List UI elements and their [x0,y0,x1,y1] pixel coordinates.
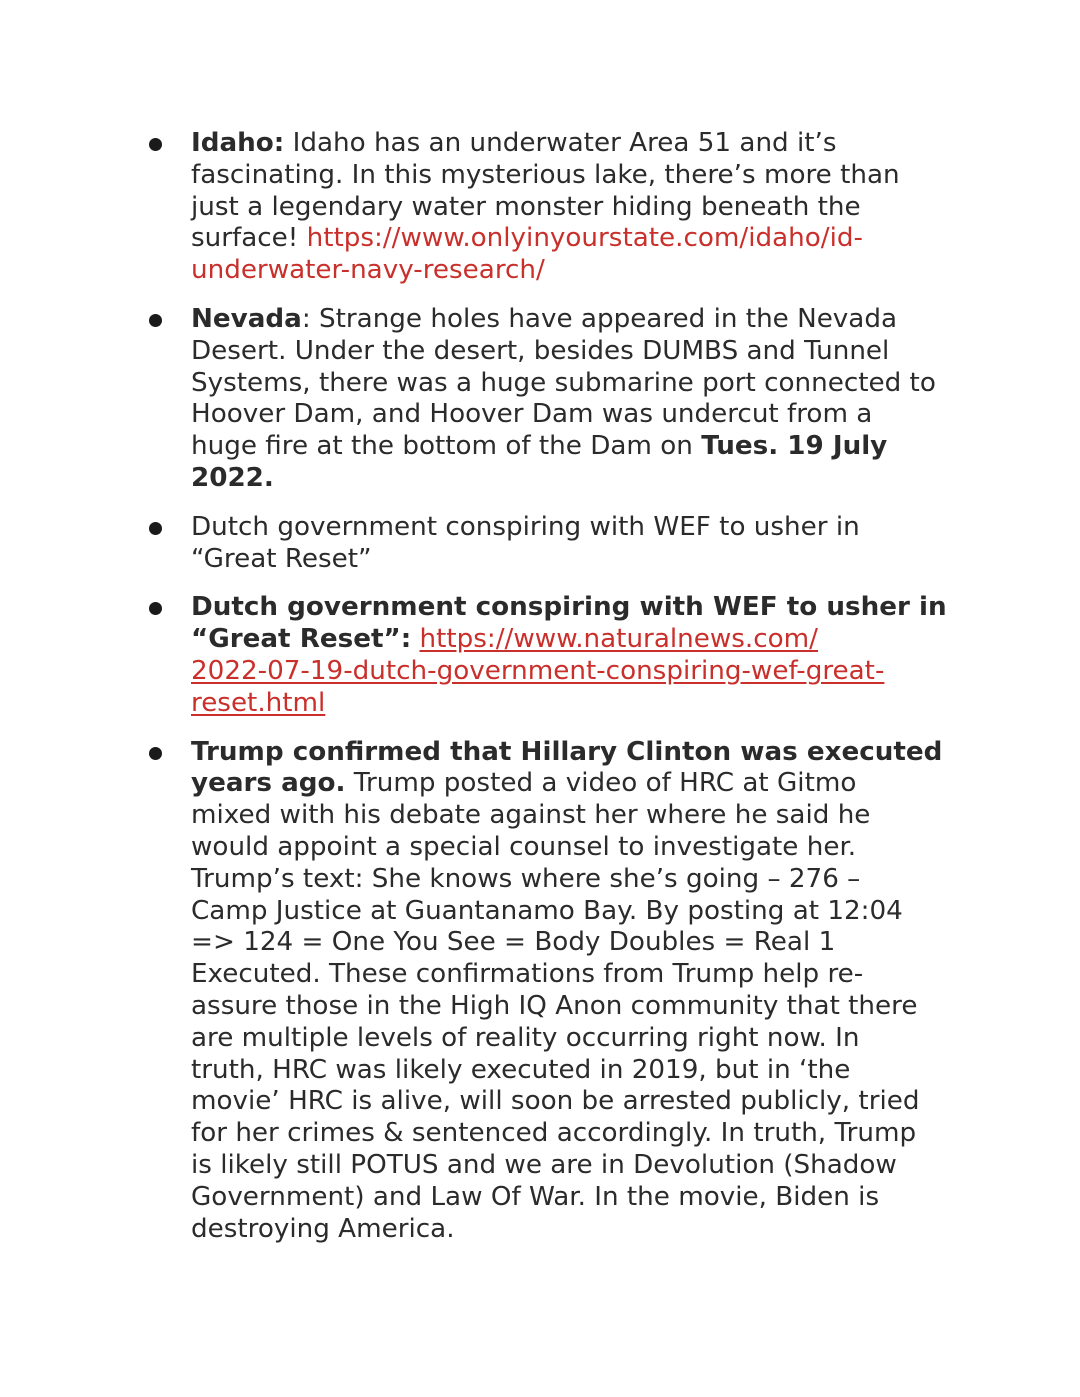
document-page [0,128,1080,1262]
list-item-dutch-plain [0,512,1080,576]
bullet-icon [149,314,162,327]
bold-heading: Dutch government conspiring with WEF to usher in [191,592,947,623]
naturalnews-link[interactable]: https://www.naturalnews.com/ [419,624,818,655]
text-line: Trump’s text: She knows where she’s going – 276 – [191,863,861,894]
text-line: mixed with his debate against her where he said he [191,800,871,831]
text-line: movie’ HRC is alive, will soon be arrested publicly, tried [191,1086,920,1117]
text-line: => 124 = One You See = Body Doubles = Real 1 [191,927,836,958]
text-line: “Great Reset” [191,543,372,574]
bullet-icon [149,602,162,615]
text-line: for her crimes & sentenced accordingly. In truth, Trump [191,1118,917,1149]
item-text: huge fire at the bottom of the Dam on [191,431,702,462]
list-item-idaho [0,128,1080,287]
bold-heading: “Great Reset”: [191,624,412,655]
text-line: Hoover Dam, and Hoover Dam was undercut from a [191,399,873,430]
text-line: just a legendary water monster hiding beneath the [191,191,861,222]
text-line [191,656,962,688]
idaho-link[interactable]: https://www.onlyinyourstate.com/idaho/id- [306,223,863,254]
bold-heading: years ago. [191,768,346,799]
item-text: surface! [191,223,307,254]
text-line: are multiple levels of reality occurring right now. In [191,1022,860,1053]
text-line [191,223,962,255]
text-line: is likely still POTUS and we are in Devolution (Shadow [191,1149,897,1180]
text-line [191,624,962,656]
item-text: : Strange holes have appeared in the Nevada [301,303,898,334]
naturalnews-link[interactable]: reset.html [191,687,326,718]
text-line: would appoint a special counsel to investigate her. [191,831,857,862]
text-line [191,255,962,287]
bold-heading: Trump confirmed that Hillary Clinton was executed [191,736,943,767]
item-lead: Idaho: [191,128,285,158]
text-line [191,304,962,336]
text-line: Dutch government conspiring with WEF to usher in [191,511,860,542]
naturalnews-link[interactable]: 2022-07-19-dutch-government-conspiring-wef-great- [191,655,885,686]
bullet-icon [149,522,162,535]
text-line: Executed. These confirmations from Trump help re- [191,959,864,990]
text-line [191,128,962,160]
bullet-list [0,128,1080,1245]
text-line: Government) and Law Of War. In the movie, Biden is [191,1181,880,1212]
bold-date: Tues. 19 July [701,431,888,462]
text-line: Systems, there was a huge submarine port connected to [191,367,936,398]
item-lead: Nevada [191,303,302,334]
list-item-nevada [0,304,1080,495]
idaho-link[interactable]: underwater-navy-research/ [191,255,545,286]
text-line: assure those in the High IQ Anon community that there [191,990,918,1021]
text-line [191,737,962,769]
item-text: Trump posted a video of HRC at Gitmo [345,768,857,799]
text-line [191,768,962,800]
text-line: Desert. Under the desert, besides DUMBS and Tunnel [191,335,890,366]
list-item-dutch-link [0,592,1080,719]
bullet-icon [149,138,162,151]
text-line [191,431,962,463]
text-line [191,688,962,720]
text-line: destroying America. [191,1213,455,1244]
bold-date: 2022. [191,462,274,493]
text-line [191,592,962,624]
text-line: fascinating. In this mysterious lake, there’s more than [191,159,900,190]
text-line [191,463,962,495]
list-item-trump [0,737,1080,1246]
text-line: truth, HRC was likely executed in 2019, but in ‘the [191,1054,851,1085]
bullet-icon [149,747,162,760]
item-text: Idaho has an underwater Area 51 and it’s [284,128,837,158]
text-line: Camp Justice at Guantanamo Bay. By posting at 12:04 [191,895,903,926]
